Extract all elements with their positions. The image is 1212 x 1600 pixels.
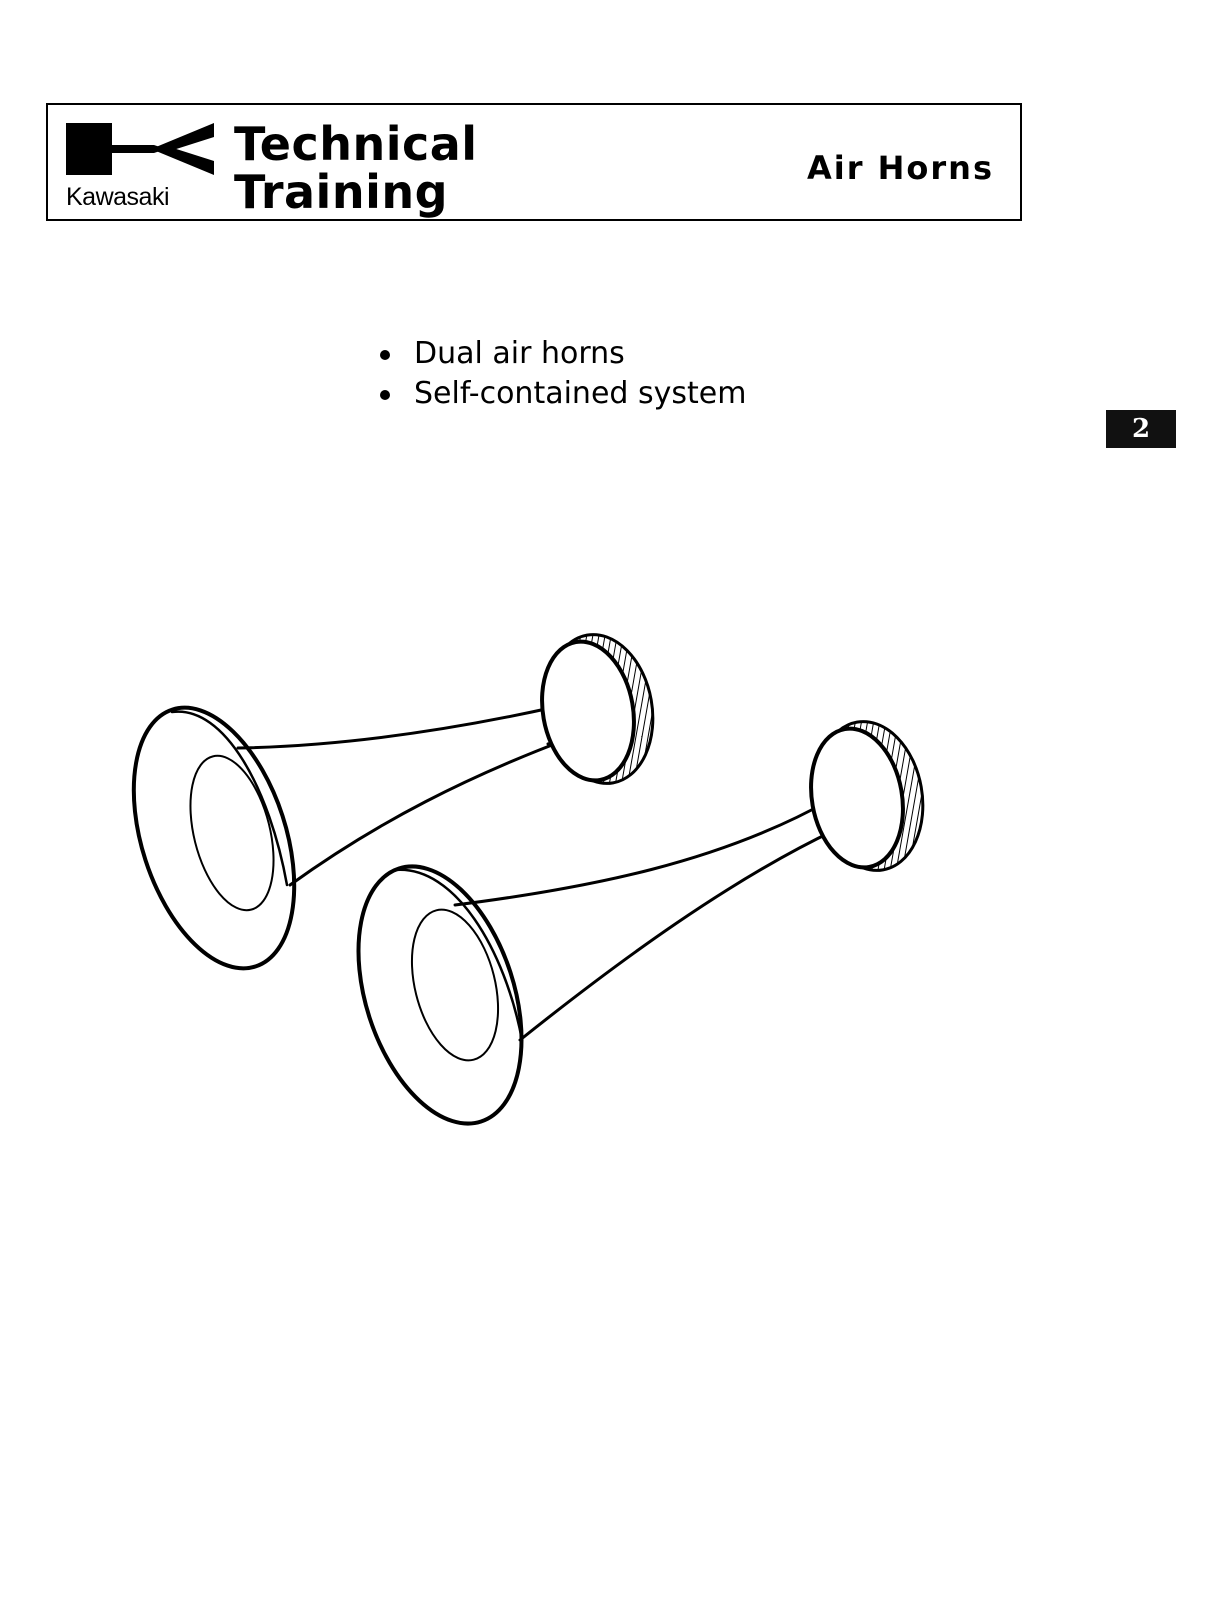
bullet-list: [372, 334, 746, 414]
title-line-1: Technical: [234, 117, 478, 171]
air-horns-illustration: [0, 600, 1212, 1160]
brand-name: Kawasaki: [66, 183, 169, 211]
bullet-item: Self-contained system: [372, 374, 746, 414]
horn-2: [329, 713, 935, 1144]
kawasaki-logo-icon: [66, 123, 214, 175]
topic-title: Air Horns: [806, 149, 994, 187]
page-tab: 2: [1106, 410, 1176, 448]
title-line-2: Training: [234, 165, 449, 219]
header-box: [46, 103, 1022, 221]
bullet-item: Dual air horns: [372, 334, 746, 374]
horn-1: [104, 626, 664, 989]
